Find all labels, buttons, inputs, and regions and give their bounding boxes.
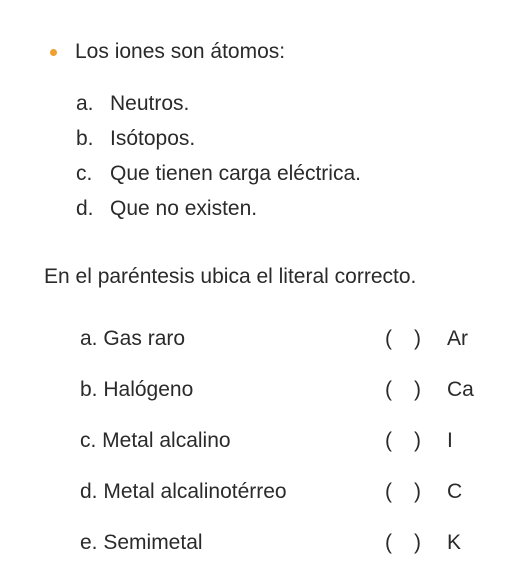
question-row bbox=[46, 38, 516, 66]
open-paren: ( bbox=[385, 530, 392, 554]
option-text: Que no existen. bbox=[110, 196, 258, 220]
match-term: e. Semimetal bbox=[80, 530, 203, 554]
close-paren: ) bbox=[414, 428, 421, 452]
match-term: c. Metal alcalino bbox=[80, 428, 231, 452]
answer-parentheses[interactable] bbox=[385, 531, 447, 555]
open-paren: ( bbox=[385, 326, 392, 350]
option-letter: d. bbox=[76, 196, 94, 220]
close-paren: ) bbox=[414, 377, 421, 401]
matching-instruction: En el paréntesis ubica el literal correcto. bbox=[44, 265, 417, 288]
open-paren: ( bbox=[385, 479, 392, 503]
open-paren: ( bbox=[385, 428, 392, 452]
element-symbol: Ca bbox=[447, 377, 474, 401]
match-row-a bbox=[80, 313, 500, 364]
option-a bbox=[76, 86, 516, 121]
option-text: Isótopos. bbox=[110, 126, 196, 150]
bullet-icon bbox=[50, 49, 57, 56]
open-paren: ( bbox=[385, 377, 392, 401]
answer-options bbox=[46, 86, 516, 226]
element-symbol: K bbox=[447, 530, 462, 554]
answer-parentheses[interactable] bbox=[385, 429, 447, 453]
match-row-e bbox=[80, 517, 500, 568]
answer-parentheses[interactable] bbox=[385, 480, 447, 504]
option-letter: b. bbox=[76, 126, 94, 150]
option-text: Neutros. bbox=[110, 91, 190, 115]
match-row-c bbox=[80, 415, 500, 466]
option-letter: a. bbox=[76, 91, 94, 115]
option-text: Que tienen carga eléctrica. bbox=[110, 161, 361, 185]
match-term: b. Halógeno bbox=[80, 377, 194, 401]
option-c bbox=[76, 156, 516, 191]
matching-table bbox=[80, 313, 500, 568]
close-paren: ) bbox=[414, 326, 421, 350]
answer-parentheses[interactable] bbox=[385, 378, 447, 402]
question-block bbox=[46, 38, 516, 226]
match-term: d. Metal alcalinotérreo bbox=[80, 479, 287, 503]
match-row-d bbox=[80, 466, 500, 517]
element-symbol: Ar bbox=[447, 326, 468, 350]
question-text: Los iones son átomos: bbox=[75, 40, 286, 63]
option-d bbox=[76, 191, 516, 226]
element-symbol: C bbox=[447, 479, 463, 503]
close-paren: ) bbox=[414, 479, 421, 503]
option-letter: c. bbox=[76, 161, 93, 185]
match-term: a. Gas raro bbox=[80, 326, 186, 350]
answer-parentheses[interactable] bbox=[385, 327, 447, 351]
element-symbol: I bbox=[447, 428, 453, 452]
option-b bbox=[76, 121, 516, 156]
match-row-b bbox=[80, 364, 500, 415]
close-paren: ) bbox=[414, 530, 421, 554]
